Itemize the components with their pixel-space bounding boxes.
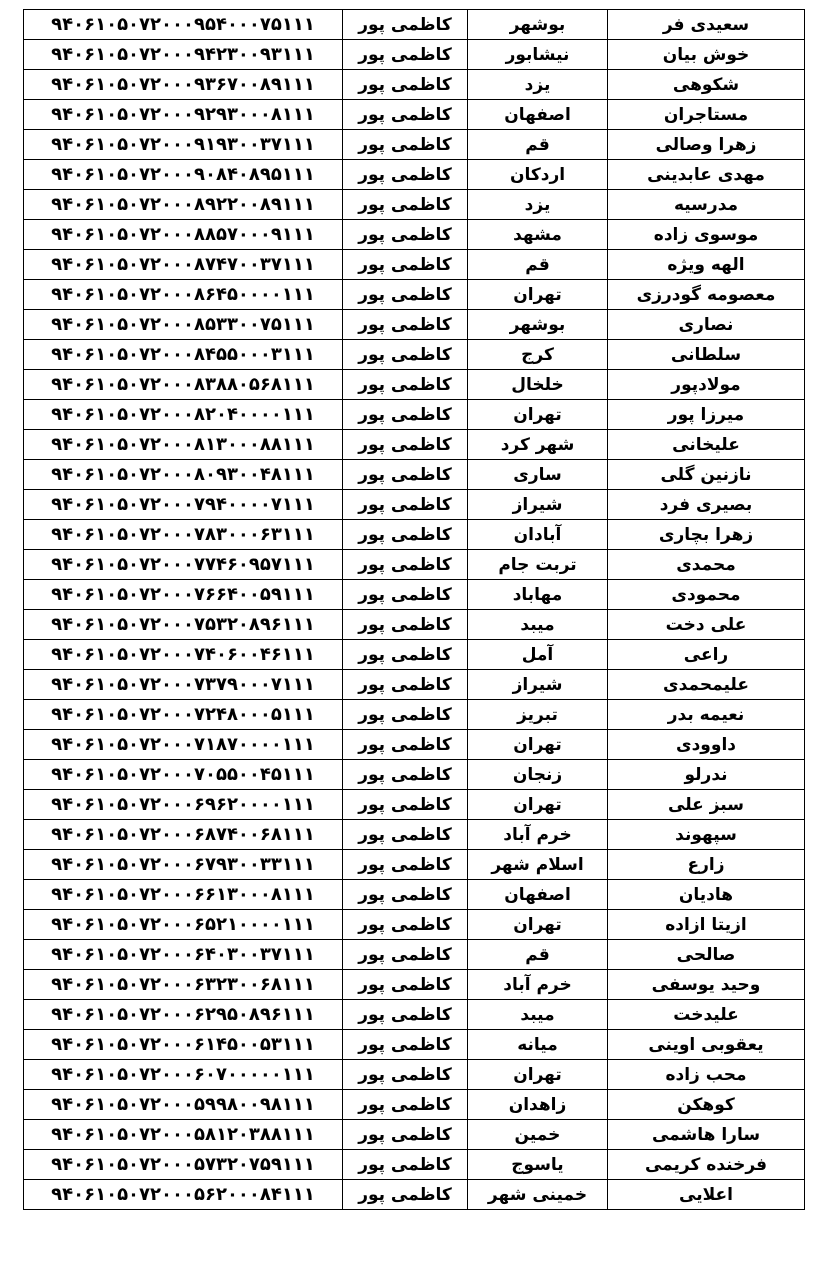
last-name-cell: کاظمی پور	[343, 490, 468, 520]
city-cell: تهران	[468, 910, 608, 940]
last-name-cell: کاظمی پور	[343, 550, 468, 580]
city-cell: شیراز	[468, 670, 608, 700]
table-row	[24, 340, 805, 370]
table-row	[24, 1120, 805, 1150]
last-name-cell: کاظمی پور	[343, 100, 468, 130]
account-code-cell: ۹۴۰۶۱۰۵۰۷۲۰۰۰۷۹۴۰۰۰۰۷۱۱۱	[24, 490, 343, 520]
city-cell: تهران	[468, 790, 608, 820]
surname-cell: محمودی	[608, 580, 805, 610]
city-cell: خمینی شهر	[468, 1180, 608, 1210]
city-cell: یزد	[468, 190, 608, 220]
city-cell: تبریز	[468, 700, 608, 730]
city-cell: مهاباد	[468, 580, 608, 610]
last-name-cell: کاظمی پور	[343, 10, 468, 40]
city-cell: شیراز	[468, 490, 608, 520]
account-code-cell: ۹۴۰۶۱۰۵۰۷۲۰۰۰۷۸۳۰۰۰۶۳۱۱۱	[24, 520, 343, 550]
surname-cell: نعیمه بدر	[608, 700, 805, 730]
surname-cell: موسوی زاده	[608, 220, 805, 250]
surname-cell: علیخانی	[608, 430, 805, 460]
last-name-cell: کاظمی پور	[343, 160, 468, 190]
last-name-cell: کاظمی پور	[343, 250, 468, 280]
account-code-cell: ۹۴۰۶۱۰۵۰۷۲۰۰۰۶۸۷۴۰۰۶۸۱۱۱	[24, 820, 343, 850]
surname-cell: ازیتا ازاده	[608, 910, 805, 940]
last-name-cell: کاظمی پور	[343, 730, 468, 760]
city-cell: اصفهان	[468, 880, 608, 910]
city-cell: تهران	[468, 1060, 608, 1090]
account-code-cell: ۹۴۰۶۱۰۵۰۷۲۰۰۰۸۹۲۲۰۰۸۹۱۱۱	[24, 190, 343, 220]
city-cell: تهران	[468, 280, 608, 310]
surname-cell: شکوهی	[608, 70, 805, 100]
surname-cell: مولادپور	[608, 370, 805, 400]
city-cell: اصفهان	[468, 100, 608, 130]
table-row	[24, 190, 805, 220]
last-name-cell: کاظمی پور	[343, 460, 468, 490]
table-row	[24, 730, 805, 760]
table-row	[24, 970, 805, 1000]
surname-cell: علی دخت	[608, 610, 805, 640]
last-name-cell: کاظمی پور	[343, 280, 468, 310]
account-code-cell: ۹۴۰۶۱۰۵۰۷۲۰۰۰۹۲۹۳۰۰۰۸۱۱۱	[24, 100, 343, 130]
city-cell: آمل	[468, 640, 608, 670]
last-name-cell: کاظمی پور	[343, 1000, 468, 1030]
account-code-cell: ۹۴۰۶۱۰۵۰۷۲۰۰۰۸۲۰۴۰۰۰۰۱۱۱	[24, 400, 343, 430]
surname-cell: سبز علی	[608, 790, 805, 820]
surname-cell: محب زاده	[608, 1060, 805, 1090]
table-row	[24, 580, 805, 610]
city-cell: قم	[468, 250, 608, 280]
last-name-cell: کاظمی پور	[343, 910, 468, 940]
account-code-cell: ۹۴۰۶۱۰۵۰۷۲۰۰۰۷۰۵۵۰۰۴۵۱۱۱	[24, 760, 343, 790]
last-name-cell: کاظمی پور	[343, 520, 468, 550]
last-name-cell: کاظمی پور	[343, 1090, 468, 1120]
account-code-cell: ۹۴۰۶۱۰۵۰۷۲۰۰۰۷۵۳۲۰۸۹۶۱۱۱	[24, 610, 343, 640]
last-name-cell: کاظمی پور	[343, 700, 468, 730]
table-row	[24, 850, 805, 880]
city-cell: قم	[468, 130, 608, 160]
surname-cell: مهدی عابدینی	[608, 160, 805, 190]
city-cell: تهران	[468, 730, 608, 760]
last-name-cell: کاظمی پور	[343, 610, 468, 640]
last-name-cell: کاظمی پور	[343, 760, 468, 790]
account-code-cell: ۹۴۰۶۱۰۵۰۷۲۰۰۰۶۱۴۵۰۰۵۳۱۱۱	[24, 1030, 343, 1060]
last-name-cell: کاظمی پور	[343, 400, 468, 430]
table-row	[24, 70, 805, 100]
city-cell: خرم آباد	[468, 820, 608, 850]
account-code-cell: ۹۴۰۶۱۰۵۰۷۲۰۰۰۵۶۲۰۰۰۸۴۱۱۱	[24, 1180, 343, 1210]
table-row	[24, 550, 805, 580]
surname-cell: خوش بیان	[608, 40, 805, 70]
city-cell: اسلام شهر	[468, 850, 608, 880]
last-name-cell: کاظمی پور	[343, 580, 468, 610]
account-code-cell: ۹۴۰۶۱۰۵۰۷۲۰۰۰۶۵۲۱۰۰۰۰۱۱۱	[24, 910, 343, 940]
table-row	[24, 250, 805, 280]
surname-cell: نصاری	[608, 310, 805, 340]
table-row	[24, 760, 805, 790]
last-name-cell: کاظمی پور	[343, 670, 468, 700]
surname-cell: سارا هاشمی	[608, 1120, 805, 1150]
city-cell: خلخال	[468, 370, 608, 400]
city-cell: میبد	[468, 610, 608, 640]
records-table-body	[24, 10, 805, 1210]
surname-cell: میرزا پور	[608, 400, 805, 430]
account-code-cell: ۹۴۰۶۱۰۵۰۷۲۰۰۰۶۹۶۲۰۰۰۰۱۱۱	[24, 790, 343, 820]
table-row	[24, 460, 805, 490]
surname-cell: زارع	[608, 850, 805, 880]
surname-cell: علیدخت	[608, 1000, 805, 1030]
surname-cell: یعقوبی اوینی	[608, 1030, 805, 1060]
city-cell: زنجان	[468, 760, 608, 790]
surname-cell: بصیری فرد	[608, 490, 805, 520]
table-row	[24, 130, 805, 160]
last-name-cell: کاظمی پور	[343, 640, 468, 670]
table-row	[24, 1030, 805, 1060]
surname-cell: سلطانی	[608, 340, 805, 370]
account-code-cell: ۹۴۰۶۱۰۵۰۷۲۰۰۰۸۳۸۸۰۵۶۸۱۱۱	[24, 370, 343, 400]
table-row	[24, 1060, 805, 1090]
city-cell: زاهدان	[468, 1090, 608, 1120]
city-cell: میانه	[468, 1030, 608, 1060]
table-row	[24, 100, 805, 130]
account-code-cell: ۹۴۰۶۱۰۵۰۷۲۰۰۰۸۴۵۵۰۰۰۳۱۱۱	[24, 340, 343, 370]
table-row	[24, 1150, 805, 1180]
city-cell: تربت جام	[468, 550, 608, 580]
last-name-cell: کاظمی پور	[343, 820, 468, 850]
last-name-cell: کاظمی پور	[343, 130, 468, 160]
account-code-cell: ۹۴۰۶۱۰۵۰۷۲۰۰۰۶۰۷۰۰۰۰۰۱۱۱	[24, 1060, 343, 1090]
account-code-cell: ۹۴۰۶۱۰۵۰۷۲۰۰۰۵۹۹۸۰۰۹۸۱۱۱	[24, 1090, 343, 1120]
last-name-cell: کاظمی پور	[343, 430, 468, 460]
account-code-cell: ۹۴۰۶۱۰۵۰۷۲۰۰۰۹۵۴۰۰۰۷۵۱۱۱	[24, 10, 343, 40]
city-cell: قم	[468, 940, 608, 970]
city-cell: مشهد	[468, 220, 608, 250]
table-row	[24, 670, 805, 700]
last-name-cell: کاظمی پور	[343, 370, 468, 400]
city-cell: یاسوج	[468, 1150, 608, 1180]
account-code-cell: ۹۴۰۶۱۰۵۰۷۲۰۰۰۶۷۹۳۰۰۳۳۱۱۱	[24, 850, 343, 880]
table-row	[24, 880, 805, 910]
surname-cell: داوودی	[608, 730, 805, 760]
last-name-cell: کاظمی پور	[343, 1180, 468, 1210]
account-code-cell: ۹۴۰۶۱۰۵۰۷۲۰۰۰۶۲۹۵۰۸۹۶۱۱۱	[24, 1000, 343, 1030]
account-code-cell: ۹۴۰۶۱۰۵۰۷۲۰۰۰۹۳۶۷۰۰۸۹۱۱۱	[24, 70, 343, 100]
surname-cell: هادیان	[608, 880, 805, 910]
last-name-cell: کاظمی پور	[343, 1150, 468, 1180]
table-row	[24, 160, 805, 190]
last-name-cell: کاظمی پور	[343, 70, 468, 100]
last-name-cell: کاظمی پور	[343, 1030, 468, 1060]
account-code-cell: ۹۴۰۶۱۰۵۰۷۲۰۰۰۸۷۴۷۰۰۳۷۱۱۱	[24, 250, 343, 280]
account-code-cell: ۹۴۰۶۱۰۵۰۷۲۰۰۰۵۷۳۲۰۷۵۹۱۱۱	[24, 1150, 343, 1180]
account-code-cell: ۹۴۰۶۱۰۵۰۷۲۰۰۰۸۱۳۰۰۰۸۸۱۱۱	[24, 430, 343, 460]
account-code-cell: ۹۴۰۶۱۰۵۰۷۲۰۰۰۷۶۶۴۰۰۵۹۱۱۱	[24, 580, 343, 610]
surname-cell: معصومه گودرزی	[608, 280, 805, 310]
surname-cell: سپهوند	[608, 820, 805, 850]
account-code-cell: ۹۴۰۶۱۰۵۰۷۲۰۰۰۶۶۱۳۰۰۰۸۱۱۱	[24, 880, 343, 910]
table-row	[24, 940, 805, 970]
account-code-cell: ۹۴۰۶۱۰۵۰۷۲۰۰۰۷۴۰۶۰۰۴۶۱۱۱	[24, 640, 343, 670]
table-row	[24, 790, 805, 820]
table-row	[24, 640, 805, 670]
account-code-cell: ۹۴۰۶۱۰۵۰۷۲۰۰۰۵۸۱۲۰۳۸۸۱۱۱	[24, 1120, 343, 1150]
city-cell: کرج	[468, 340, 608, 370]
account-code-cell: ۹۴۰۶۱۰۵۰۷۲۰۰۰۸۸۵۷۰۰۰۹۱۱۱	[24, 220, 343, 250]
table-row	[24, 430, 805, 460]
city-cell: شهر کرد	[468, 430, 608, 460]
table-row	[24, 10, 805, 40]
city-cell: خرم آباد	[468, 970, 608, 1000]
surname-cell: سعیدی فر	[608, 10, 805, 40]
account-code-cell: ۹۴۰۶۱۰۵۰۷۲۰۰۰۷۷۴۶۰۹۵۷۱۱۱	[24, 550, 343, 580]
surname-cell: محمدی	[608, 550, 805, 580]
account-code-cell: ۹۴۰۶۱۰۵۰۷۲۰۰۰۹۴۲۳۰۰۹۳۱۱۱	[24, 40, 343, 70]
surname-cell: اعلایی	[608, 1180, 805, 1210]
last-name-cell: کاظمی پور	[343, 340, 468, 370]
surname-cell: کوهکن	[608, 1090, 805, 1120]
last-name-cell: کاظمی پور	[343, 850, 468, 880]
account-code-cell: ۹۴۰۶۱۰۵۰۷۲۰۰۰۷۱۸۷۰۰۰۰۱۱۱	[24, 730, 343, 760]
table-row	[24, 400, 805, 430]
surname-cell: زهرا بچاری	[608, 520, 805, 550]
city-cell: بوشهر	[468, 310, 608, 340]
records-table	[23, 9, 805, 1210]
table-row	[24, 700, 805, 730]
last-name-cell: کاظمی پور	[343, 1120, 468, 1150]
city-cell: آبادان	[468, 520, 608, 550]
table-row	[24, 220, 805, 250]
account-code-cell: ۹۴۰۶۱۰۵۰۷۲۰۰۰۷۳۷۹۰۰۰۷۱۱۱	[24, 670, 343, 700]
last-name-cell: کاظمی پور	[343, 190, 468, 220]
table-row	[24, 520, 805, 550]
last-name-cell: کاظمی پور	[343, 1060, 468, 1090]
last-name-cell: کاظمی پور	[343, 970, 468, 1000]
surname-cell: مستاجران	[608, 100, 805, 130]
account-code-cell: ۹۴۰۶۱۰۵۰۷۲۰۰۰۷۲۴۸۰۰۰۵۱۱۱	[24, 700, 343, 730]
account-code-cell: ۹۴۰۶۱۰۵۰۷۲۰۰۰۸۵۳۳۰۰۷۵۱۱۱	[24, 310, 343, 340]
account-code-cell: ۹۴۰۶۱۰۵۰۷۲۰۰۰۶۳۲۳۰۰۶۸۱۱۱	[24, 970, 343, 1000]
table-row	[24, 820, 805, 850]
city-cell: نیشابور	[468, 40, 608, 70]
table-row	[24, 490, 805, 520]
table-row	[24, 610, 805, 640]
last-name-cell: کاظمی پور	[343, 40, 468, 70]
surname-cell: الهه ویژه	[608, 250, 805, 280]
surname-cell: راعی	[608, 640, 805, 670]
city-cell: بوشهر	[468, 10, 608, 40]
last-name-cell: کاظمی پور	[343, 940, 468, 970]
account-code-cell: ۹۴۰۶۱۰۵۰۷۲۰۰۰۹۰۸۴۰۸۹۵۱۱۱	[24, 160, 343, 190]
table-row	[24, 40, 805, 70]
table-row	[24, 1000, 805, 1030]
surname-cell: مدرسیه	[608, 190, 805, 220]
account-code-cell: ۹۴۰۶۱۰۵۰۷۲۰۰۰۸۰۹۳۰۰۴۸۱۱۱	[24, 460, 343, 490]
city-cell: خمین	[468, 1120, 608, 1150]
city-cell: اردکان	[468, 160, 608, 190]
account-code-cell: ۹۴۰۶۱۰۵۰۷۲۰۰۰۶۴۰۳۰۰۳۷۱۱۱	[24, 940, 343, 970]
account-code-cell: ۹۴۰۶۱۰۵۰۷۲۰۰۰۹۱۹۳۰۰۳۷۱۱۱	[24, 130, 343, 160]
city-cell: ساری	[468, 460, 608, 490]
last-name-cell: کاظمی پور	[343, 790, 468, 820]
surname-cell: نازنین گلی	[608, 460, 805, 490]
table-row	[24, 1090, 805, 1120]
document-sheet	[23, 9, 804, 1210]
surname-cell: علیمحمدی	[608, 670, 805, 700]
surname-cell: ندرلو	[608, 760, 805, 790]
city-cell: یزد	[468, 70, 608, 100]
last-name-cell: کاظمی پور	[343, 220, 468, 250]
city-cell: تهران	[468, 400, 608, 430]
surname-cell: فرخنده کریمی	[608, 1150, 805, 1180]
surname-cell: وحید یوسفی	[608, 970, 805, 1000]
surname-cell: زهرا وصالی	[608, 130, 805, 160]
table-row	[24, 1180, 805, 1210]
table-row	[24, 370, 805, 400]
last-name-cell: کاظمی پور	[343, 880, 468, 910]
city-cell: میبد	[468, 1000, 608, 1030]
account-code-cell: ۹۴۰۶۱۰۵۰۷۲۰۰۰۸۶۴۵۰۰۰۰۱۱۱	[24, 280, 343, 310]
surname-cell: صالحی	[608, 940, 805, 970]
table-row	[24, 910, 805, 940]
table-row	[24, 280, 805, 310]
last-name-cell: کاظمی پور	[343, 310, 468, 340]
table-row	[24, 310, 805, 340]
